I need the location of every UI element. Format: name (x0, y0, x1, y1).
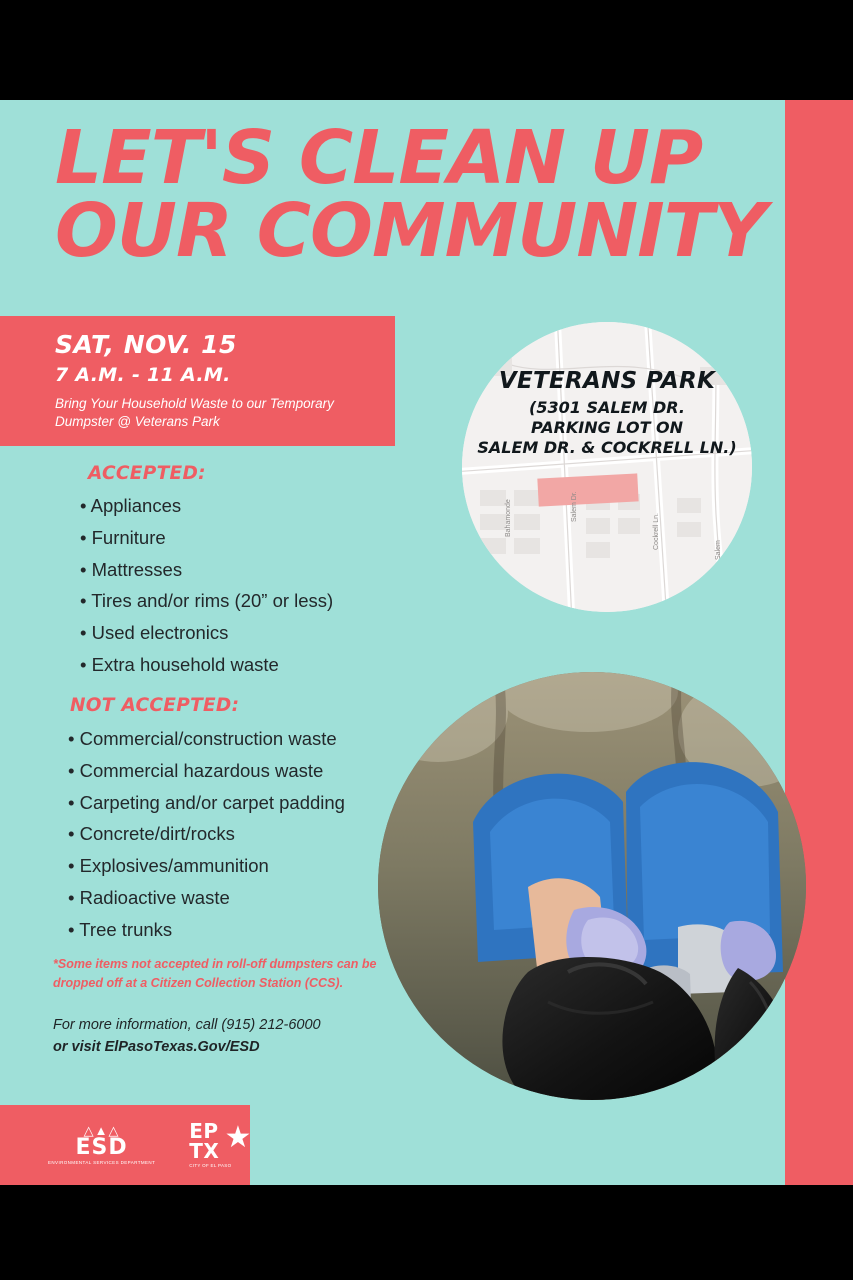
footer-logo-band (0, 1105, 250, 1185)
epa-logo-subtitle: CITY OF EL PASO (189, 1163, 232, 1169)
event-time: 7 A.M. - 11 A.M. (55, 364, 231, 386)
left-color-band (0, 100, 42, 1185)
volunteers-photo (378, 672, 806, 1100)
headline-line-1: LET'S CLEAN UP (55, 115, 703, 201)
list-item: • Furniture (80, 522, 333, 554)
el-paso-texas-logo (189, 1119, 252, 1169)
list-item: • Carpeting and/or carpet padding (68, 787, 345, 819)
list-item: • Tree trunks (68, 914, 345, 946)
headline-line-2: OUR COMMUNITY (55, 187, 766, 274)
map-park-name: VETERANS PARK (498, 368, 716, 394)
list-item: • Commercial/construction waste (68, 723, 345, 755)
contact-info (53, 1015, 413, 1059)
event-date: SAT, NOV. 15 (55, 330, 237, 359)
esd-logo (48, 1124, 155, 1166)
map-graphic (462, 322, 752, 612)
list-item: • Explosives/ammunition (68, 850, 345, 882)
event-note: Bring Your Household Waste to our Temporary Dumpster @ Veterans Park (55, 396, 334, 430)
epa-logo-line-1: EP (189, 1119, 219, 1144)
volunteers-photo-graphic (378, 672, 806, 1100)
contact-web-line: or visit ElPasoTexas.Gov/ESD (53, 1038, 260, 1055)
list-item: • Commercial hazardous waste (68, 755, 345, 787)
list-item: • Radioactive waste (68, 882, 345, 914)
list-item: • Extra household waste (80, 649, 333, 681)
mountain-icon: △▲△ (83, 1123, 120, 1139)
list-item: • Concrete/dirt/rocks (68, 818, 345, 850)
footnote: *Some items not accepted in roll-off dumpsters can be dropped off at a Citizen Collection Station (CCS). (53, 957, 377, 990)
contact-phone-line: For more information, call (915) 212-6000 (53, 1017, 321, 1033)
list-item: • Used electronics (80, 617, 333, 649)
map-address-line-2: PARKING LOT ON (530, 418, 684, 437)
event-banner (0, 316, 395, 446)
list-item: • Appliances (80, 490, 333, 522)
esd-logo-subtitle: ENVIRONMENTAL SERVICES DEPARTMENT (48, 1160, 156, 1166)
page-title (55, 115, 775, 274)
svg-text:Salem Dr.: Salem Dr. (571, 491, 578, 522)
svg-text:Bahamonde: Bahamonde (505, 499, 512, 537)
not-accepted-heading: NOT ACCEPTED: (70, 695, 240, 716)
epa-logo-line-2: TX (189, 1139, 220, 1164)
svg-text:Salem: Salem (715, 540, 722, 560)
map-image (462, 322, 752, 612)
esd-logo-word: ESD (75, 1135, 128, 1161)
list-item: • Mattresses (80, 554, 333, 586)
not-accepted-list (68, 723, 345, 946)
accepted-list (80, 490, 333, 681)
star-icon: ★ (224, 1121, 252, 1155)
map-address-line-1: (5301 SALEM DR. (529, 398, 685, 417)
map-address-line-3: SALEM DR. & COCKRELL LN.) (477, 438, 737, 457)
poster (0, 100, 853, 1185)
svg-text:Cockrell Ln.: Cockrell Ln. (653, 513, 660, 550)
accepted-heading: ACCEPTED: (88, 463, 206, 484)
list-item: • Tires and/or rims (20” or less) (80, 585, 333, 617)
